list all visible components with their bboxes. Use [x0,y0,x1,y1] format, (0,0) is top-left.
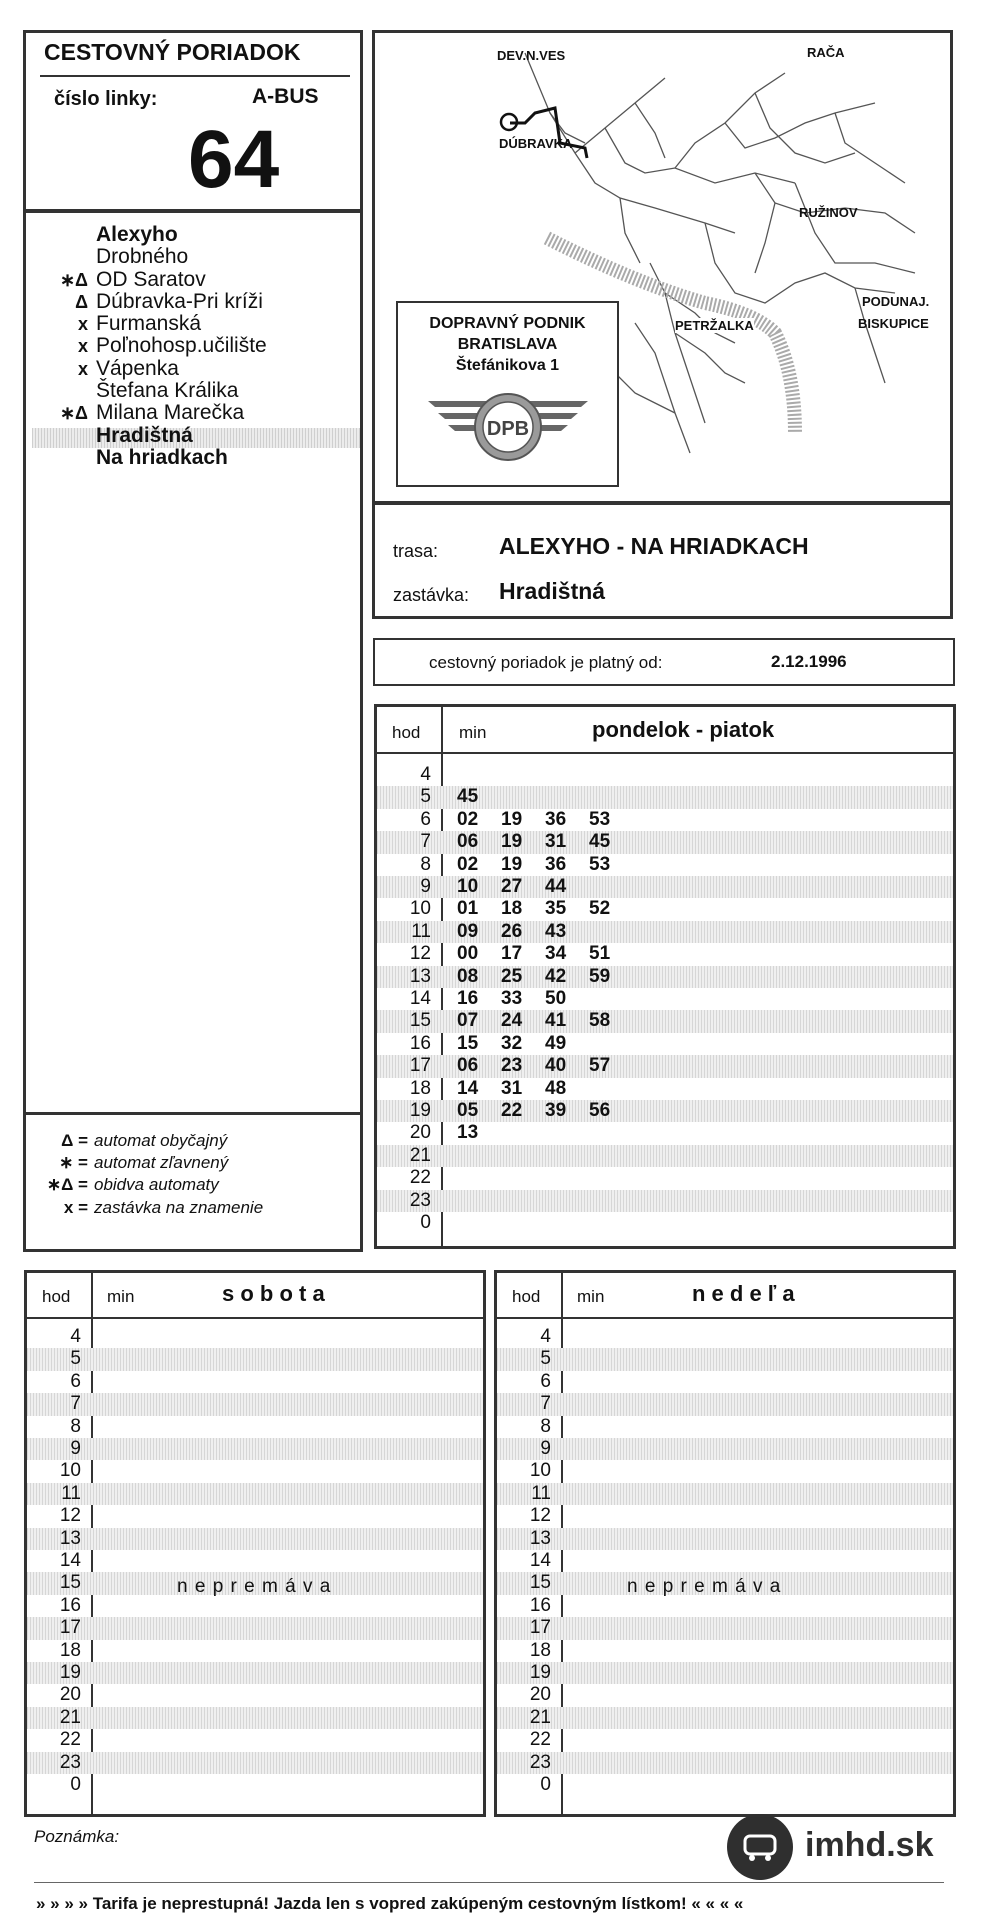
hour-row [377,966,953,988]
legend-symbol: Δ = [61,1131,88,1150]
imhd-logo-icon [725,1812,795,1882]
hour-row [27,1416,483,1438]
saturday-hod-header: hod [42,1287,71,1306]
zastavka-label: zastávka: [393,585,470,605]
hour-row [497,1528,953,1550]
departure-minute: 58 [589,1010,611,1032]
weekday-hod-header: hod [392,723,421,742]
hour-row [377,1055,953,1077]
hour-row [377,876,953,898]
hour-row [377,1100,953,1122]
hour-row [497,1483,953,1505]
departure-minute: 24 [501,1010,523,1032]
hour-cell: 19 [59,1662,81,1683]
legend-item [30,1174,360,1196]
hour-row [377,1078,953,1100]
departure-minute: 19 [501,808,523,830]
departure-minute: 48 [545,1077,567,1099]
departure-minute: 56 [589,1100,611,1121]
hour-row [27,1595,483,1617]
hour-cell: 17 [59,1617,81,1639]
hour-cell: 10 [409,898,431,920]
hour-row [497,1595,953,1617]
hour-cell: 4 [420,764,431,785]
stop-marker: Δ [75,291,88,312]
hour-row [377,1167,953,1189]
hour-row [27,1640,483,1662]
departure-minute: 59 [589,965,611,987]
stop-item [34,402,354,424]
stop-name: Hradištná [96,423,193,447]
trasa-label: trasa: [393,541,439,561]
departure-minute: 41 [545,1010,567,1032]
departure-minute: 42 [545,965,567,987]
departure-minute: 16 [457,988,479,1009]
departure-minute: 45 [457,786,479,808]
departure-minute: 02 [457,808,479,830]
hour-row [27,1348,483,1370]
hour-row [497,1550,953,1572]
header-divider [27,1317,483,1319]
hour-row [27,1617,483,1639]
stop-item [34,335,354,357]
hour-cell: 9 [420,876,431,897]
hour-cell: 15 [409,1010,431,1032]
hour-cell: 13 [59,1527,81,1549]
departure-minute: 05 [457,1100,479,1121]
hour-row [497,1774,953,1796]
hour-cell: 20 [409,1122,431,1144]
departure-minute: 19 [501,853,523,875]
hour-row [27,1483,483,1505]
legend-text: automat zľavnený [94,1153,229,1173]
departure-minute: 35 [545,898,567,920]
hour-row [497,1505,953,1527]
legend-symbol: ∗Δ = [46,1175,88,1195]
stop-item [34,447,354,469]
header-divider [497,1317,953,1319]
departure-minute: 39 [545,1100,567,1121]
tariff-note: » » » » Tarifa je neprestupná! Jazda len s vopred zakúpeným cestovným lístkom! « « « « [36,1894,744,1913]
departure-minute: 40 [545,1055,567,1077]
hour-cell: 4 [70,1326,81,1347]
route-info [372,502,953,619]
legend-symbol: ∗ = [59,1153,88,1173]
hour-cell: 20 [59,1684,81,1706]
hour-cell: 14 [409,988,431,1009]
hour-cell: 15 [529,1572,551,1594]
legend-text: obidva automaty [94,1175,219,1195]
dpb-logo-icon [423,391,593,471]
hour-row [497,1371,953,1393]
departure-minute: 36 [545,853,567,875]
hour-row [27,1460,483,1482]
hour-cell: 18 [409,1077,431,1099]
stop-name: Poľnohosp.učilište [96,334,267,358]
hour-cell: 7 [420,831,431,853]
hour-row [497,1438,953,1460]
hour-cell: 12 [409,943,431,965]
hour-cell: 14 [59,1550,81,1571]
hour-row [377,786,953,808]
hour-cell: 5 [420,786,431,808]
hour-cell: 22 [409,1167,431,1189]
departure-minute: 13 [457,1122,479,1144]
company-city: BRATISLAVA [457,336,558,353]
stop-name: Milana Marečka [96,401,245,425]
footer-divider [34,1882,944,1883]
minutes-cell [457,1010,633,1032]
validity-box [373,638,955,686]
route-stops-panel [23,210,363,1115]
stop-name: Dúbravka-Pri kríži [96,289,263,313]
hour-row [27,1774,483,1796]
stop-item [34,224,354,246]
departure-minute: 26 [501,920,523,942]
hour-cell: 12 [529,1505,551,1527]
sunday-timetable [494,1270,956,1817]
minutes-cell [457,854,633,876]
map-label-podunaj2: BISKUPICE [858,316,929,331]
hour-cell: 11 [531,1482,551,1504]
hour-row [497,1460,953,1482]
stop-list [34,224,354,469]
map-label-podunaj1: PODUNAJ. [862,294,930,309]
hour-cell: 22 [529,1729,551,1751]
stop-name: Drobného [96,245,189,269]
legend-item [30,1152,360,1174]
saturday-min-header: min [107,1287,135,1306]
map-label-petrzalka: PETRŽALKA [675,318,754,333]
hour-cell: 21 [59,1706,81,1728]
hour-row [377,1122,953,1144]
zastavka-value: Hradištná [499,578,606,604]
hour-cell: 0 [420,1212,431,1233]
hour-cell: 4 [540,1326,551,1347]
legend-text: automat obyčajný [94,1131,228,1150]
departure-minute: 01 [457,898,479,920]
hour-cell: 13 [409,965,431,987]
map-label-raca: RAČA [807,45,845,60]
stop-name: Štefana Králika [96,379,239,403]
departure-minute: 08 [457,965,479,987]
hour-row [377,988,953,1010]
hour-row [377,764,953,786]
hour-row [27,1684,483,1706]
weekday-min-header: min [459,723,487,742]
hour-cell: 0 [540,1774,551,1795]
departure-minute: 25 [501,965,523,987]
minutes-cell [457,809,633,831]
minutes-cell [457,988,589,1010]
stop-marker: x [77,358,88,379]
departure-minute: 57 [589,1055,611,1077]
departure-minute: 23 [501,1055,523,1077]
departure-minute: 36 [545,808,567,830]
weekday-timetable [374,704,956,1249]
sunday-min-header: min [577,1287,605,1306]
departure-minute: 44 [545,876,567,897]
minutes-cell [457,876,589,898]
hour-row [497,1416,953,1438]
hour-cell: 6 [70,1370,81,1392]
departure-minute: 53 [589,853,611,875]
hour-row [27,1505,483,1527]
hour-cell: 22 [59,1729,81,1751]
departure-minute: 18 [501,898,523,920]
stop-marker: ∗Δ [59,269,88,290]
weekday-title: pondelok - piatok [592,717,775,742]
company-box [396,301,619,487]
hour-cell: 6 [540,1370,551,1392]
hour-cell: 13 [529,1527,551,1549]
departure-minute: 27 [501,876,523,897]
timetable-title: CESTOVNÝ PORIADOK [44,39,301,65]
imhd-brand-text: imhd.sk [805,1826,934,1864]
departure-minute: 34 [545,943,567,965]
hour-row [497,1684,953,1706]
hour-cell: 16 [59,1594,81,1616]
hour-cell: 7 [70,1393,81,1415]
legend-item [30,1130,360,1152]
hour-row [497,1393,953,1415]
hour-row [27,1662,483,1684]
legend-item [30,1197,360,1219]
departure-minute: 00 [457,943,479,965]
hour-row [377,921,953,943]
stop-name: OD Saratov [96,267,206,291]
hour-row [497,1640,953,1662]
map-label-dev: DEV.N.VES [497,48,566,63]
hour-row [377,898,953,920]
trasa-value: ALEXYHO - NA HRIADKACH [499,533,809,559]
hour-cell: 21 [529,1706,551,1728]
hour-row [497,1752,953,1774]
hour-row [377,1190,953,1212]
hour-cell: 18 [529,1639,551,1661]
hour-row [377,943,953,965]
hour-row [497,1662,953,1684]
sunday-hod-header: hod [512,1287,541,1306]
minutes-cell [457,1033,589,1055]
departure-minute: 06 [457,831,479,853]
hour-cell: 0 [70,1774,81,1795]
departure-minute: 09 [457,920,479,942]
hour-cell: 21 [409,1144,431,1166]
legend-text: zastávka na znamenie [94,1197,264,1217]
hour-cell: 16 [529,1594,551,1616]
departure-minute: 32 [501,1032,523,1054]
hour-cell: 17 [409,1055,431,1077]
sunday-title: n e d e ľ a [692,1281,795,1306]
hour-row [497,1326,953,1348]
hour-row [497,1617,953,1639]
hour-cell: 18 [59,1639,81,1661]
company-name: DOPRAVNÝ PODNIK [429,315,586,332]
departure-minute: 10 [457,876,479,897]
hour-cell: 14 [529,1550,551,1571]
hour-row [27,1752,483,1774]
line-header [23,30,363,212]
map-label-ruzinov: RUŽINOV [799,205,858,220]
saturday-no-service: n e p r e m á v a [177,1576,332,1597]
validity-date: 2.12.1996 [771,652,847,671]
hour-cell: 23 [59,1751,81,1773]
departure-minute: 33 [501,988,523,1009]
hour-cell: 19 [529,1662,551,1683]
header-divider [377,752,953,754]
departure-minute: 14 [457,1077,479,1099]
map-label-dubravka: DÚBRAVKA [499,136,573,151]
hour-cell: 9 [70,1438,81,1459]
hour-cell: 5 [70,1348,81,1370]
hour-row [27,1326,483,1348]
logo-text: DPB [486,418,530,440]
hour-row [377,809,953,831]
hour-row [497,1348,953,1370]
hour-row [27,1550,483,1572]
hour-cell: 16 [409,1032,431,1054]
line-label: číslo linky: [54,88,158,110]
hour-cell: 8 [420,853,431,875]
departure-minute: 02 [457,853,479,875]
hour-cell: 15 [59,1572,81,1594]
stop-name: Na hriadkach [96,445,228,469]
departure-minute: 50 [545,988,567,1009]
hour-cell: 9 [540,1438,551,1459]
stop-name: Alexyho [96,223,178,246]
sunday-no-service: n e p r e m á v a [627,1576,782,1597]
departure-minute: 17 [501,943,523,965]
hour-row [377,1145,953,1167]
stop-item [34,380,354,402]
hour-row [27,1393,483,1415]
stop-item [34,246,354,268]
departure-minute: 19 [501,831,523,853]
hour-row [497,1707,953,1729]
departure-minute: 43 [545,920,567,942]
divider [40,75,350,77]
hour-cell: 6 [420,808,431,830]
hour-cell: 12 [59,1505,81,1527]
stop-item [34,358,354,380]
hour-row [377,831,953,853]
stop-marker: x [77,336,88,357]
minutes-cell [457,1078,589,1100]
minutes-cell [457,831,633,853]
departure-minute: 15 [457,1032,479,1054]
minutes-cell [457,943,633,965]
hour-row [377,1033,953,1055]
departure-minute: 22 [501,1100,523,1121]
hour-cell: 8 [70,1415,81,1437]
hour-row [27,1438,483,1460]
stop-item [34,313,354,335]
note-label: Poznámka: [34,1827,120,1846]
hour-cell: 10 [529,1460,551,1482]
stop-item [34,425,354,447]
minutes-cell [457,898,633,920]
saturday-title: s o b o t a [222,1281,325,1306]
stop-marker: x [77,314,88,335]
hour-cell: 19 [409,1100,431,1121]
minutes-cell [457,786,501,808]
hour-row [497,1729,953,1751]
hour-cell: 11 [411,920,431,942]
hour-cell: 11 [61,1482,81,1504]
hour-cell: 17 [529,1617,551,1639]
hour-row [377,854,953,876]
departure-minute: 31 [501,1077,523,1099]
hour-row [27,1528,483,1550]
departure-minute: 51 [589,943,611,965]
hour-cell: 5 [540,1348,551,1370]
validity-label: cestovný poriadok je platný od: [429,653,663,672]
departure-minute: 07 [457,1010,479,1032]
minutes-cell [457,966,633,988]
company-address: Štefánikova 1 [455,357,560,374]
minutes-cell [457,1100,633,1122]
stop-marker: ∗Δ [59,403,88,424]
hour-row [27,1371,483,1393]
hour-cell: 8 [540,1415,551,1437]
minutes-cell [457,1055,633,1077]
line-type: A-BUS [252,85,319,108]
hour-row [377,1010,953,1032]
stop-item [34,291,354,313]
hour-cell: 23 [529,1751,551,1773]
legend-symbol: x = [63,1197,88,1217]
line-number: 64 [188,114,280,205]
imhd-brand[interactable] [725,1812,955,1882]
hour-row [27,1729,483,1751]
departure-minute: 53 [589,808,611,830]
hour-cell: 20 [529,1684,551,1706]
hour-row [377,1212,953,1234]
stop-name: Furmanská [96,312,202,336]
minutes-cell [457,921,589,943]
departure-minute: 06 [457,1055,479,1077]
stop-item [34,269,354,291]
legend [23,1112,363,1252]
hour-row [27,1707,483,1729]
legend-list [30,1130,360,1219]
departure-minute: 45 [589,831,611,853]
minutes-cell [457,1122,501,1144]
stop-name: Vápenka [96,356,179,380]
hour-cell: 7 [540,1393,551,1415]
saturday-timetable [24,1270,486,1817]
hour-cell: 23 [409,1189,431,1211]
departure-minute: 49 [545,1032,567,1054]
departure-minute: 52 [589,898,611,920]
route-map [372,30,953,504]
departure-minute: 31 [545,831,567,853]
hour-cell: 10 [59,1460,81,1482]
